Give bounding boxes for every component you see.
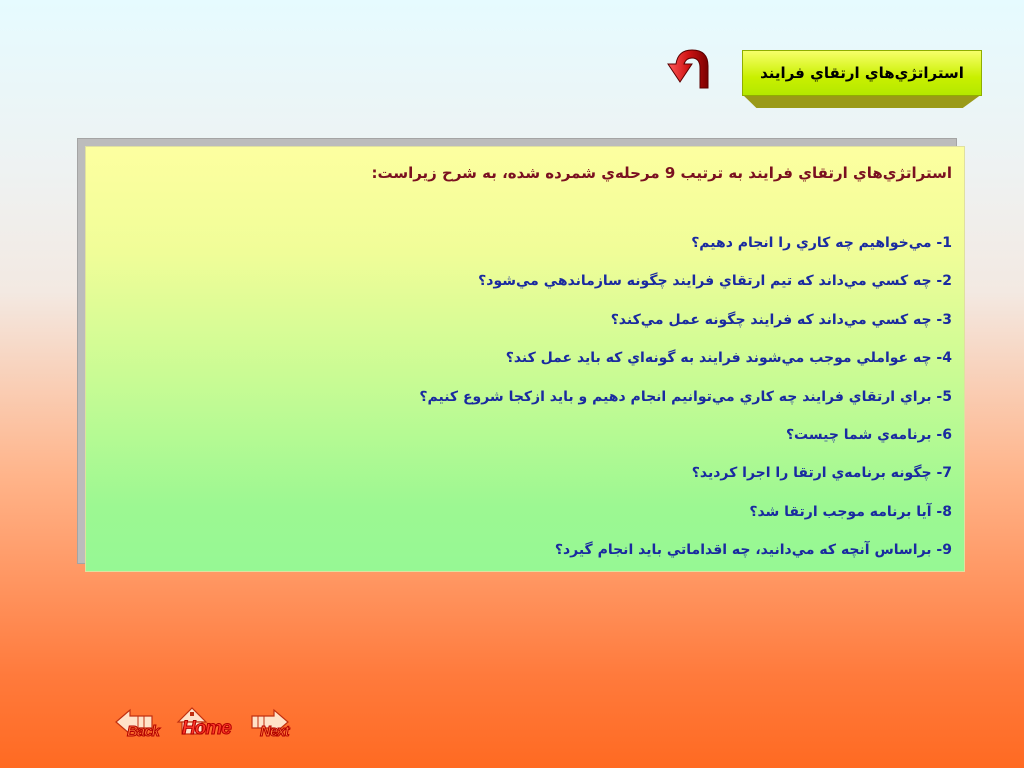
back-label: Back (127, 723, 159, 740)
list-item: 7- چگونه برنامه‌ي ارتقا را اجرا كرديد؟ (691, 465, 952, 482)
list-item: 3- چه كسي مي‌داند كه فرايند چگونه عمل مي‌كند؟ (610, 311, 952, 328)
list-item: 8- آيا برنامه موجب ارتقا شد؟ (749, 503, 952, 520)
list-item: 5- براي ارتقاي فرايند چه كاري مي‌توانيم انجام دهيم و بايد ازكجا شروع كنيم؟ (419, 388, 952, 405)
list-item: 2- چه كسي مي‌داند كه تيم ارتقاي فرايند چگونه سازماندهي مي‌شود؟ (478, 273, 952, 290)
intro-text: استراتژي‌هاي ارتقاي فرايند به ترتيب 9 مرحله‌ي شمرده شده، به شرح زيراست: (371, 164, 952, 182)
page-title: استراتژي‌هاي ارتقاي فرايند (742, 50, 982, 96)
next-button[interactable] (248, 704, 310, 744)
home-button[interactable] (174, 704, 248, 744)
content-card (85, 146, 965, 572)
list-item: 4- چه عواملي موجب مي‌شوند فرايند به گونه‌اي كه بايد عمل كند؟ (505, 350, 952, 367)
title-banner-bevel (742, 94, 982, 108)
return-arrow-icon[interactable] (664, 46, 714, 90)
back-button[interactable] (112, 704, 172, 744)
list-item: 6- برنامه‌ي شما چيست؟ (785, 426, 952, 443)
steps-list (86, 233, 952, 560)
next-label: Next (260, 723, 289, 740)
title-banner (742, 50, 982, 108)
home-label: Home (182, 718, 231, 739)
list-item: 9- براساس آنچه كه مي‌دانيد، چه اقداماتي بايد انجام گيرد؟ (554, 542, 952, 559)
list-item: 1- مي‌خواهيم چه كاري را انجام دهيم؟ (691, 235, 952, 251)
